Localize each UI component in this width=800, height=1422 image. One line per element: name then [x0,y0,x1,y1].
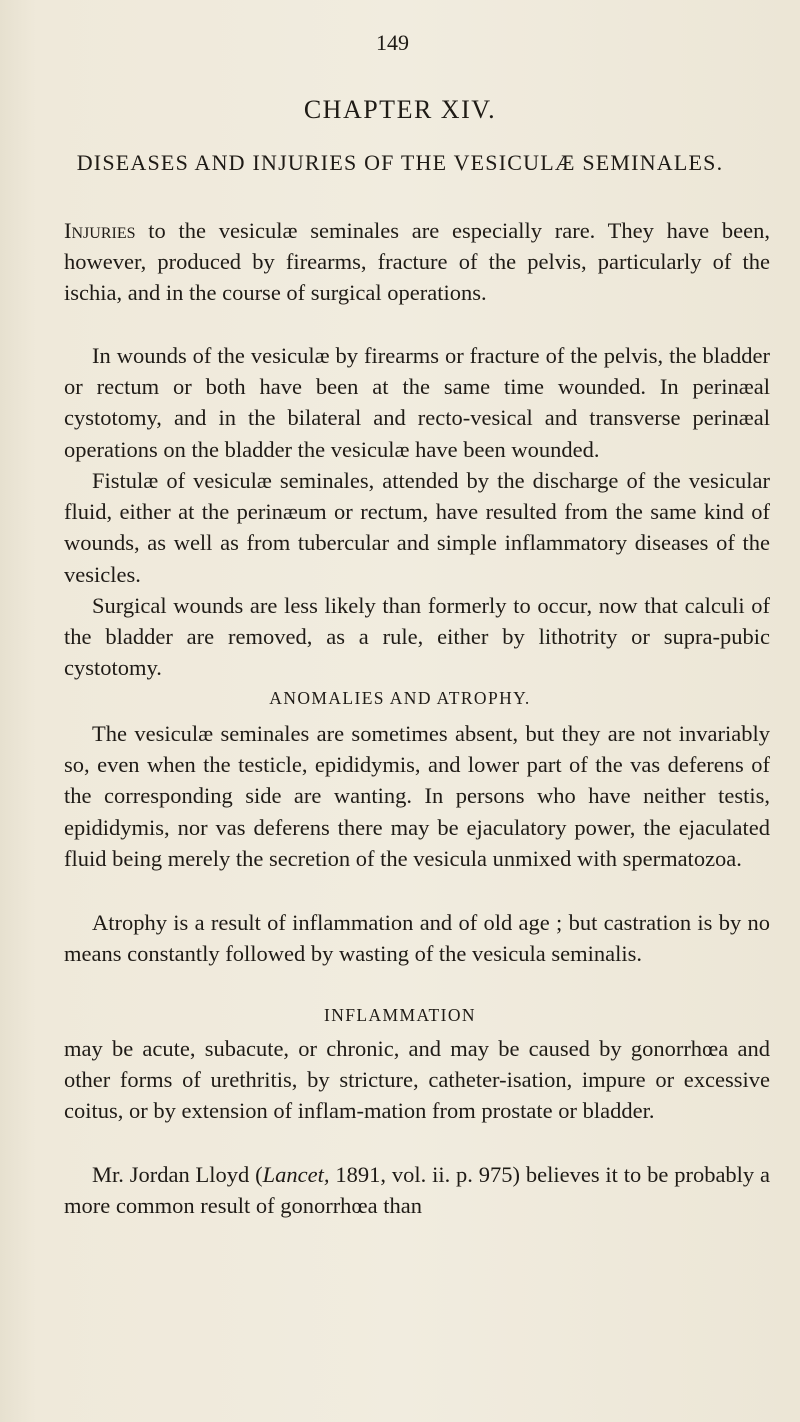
chapter-subtitle: DISEASES AND INJURIES OF THE VESICULÆ SEMINALES. [76,150,724,175]
chapter-title: CHAPTER XIV. [303,95,497,124]
paragraph-text: to the vesiculæ seminales are especially rare. They have been, however, produced by firearms, fracture of the pelvis, particularly of the ischia, and in the course of surgical operations. [64,218,770,306]
section-heading-anomalies: ANOMALIES AND ATROPHY. [269,688,531,708]
section-heading-inflammation: INFLAMMATION [324,1005,476,1025]
paragraph-wounds: In wounds of the vesiculæ by firearms or fracture of the pelvis, the bladder or rectum or both have been at the same time wounded. In perinæal cystotomy, and in the bilateral and recto-vesical and transverse perinæal operations on the bladder the vesiculæ have been wounded. [64,343,770,462]
citation: Lancet, [262,1162,330,1187]
paragraph-injuries [64,215,770,309]
paragraph-anomalies: The vesiculæ seminales are sometimes absent, but they are not invariably so, even when the testicle, epididymis, and lower part of the vas deferens of the corresponding side are wanting. In persons who have neither testis, epididymis, nor vas deferens there may be ejaculatory power, the ejaculated fluid being merely the secretion of the vesicula unmixed with spermatozoa. [64,721,770,871]
page-number: 149 [376,30,409,55]
paragraph-surgical-wounds: Surgical wounds are less likely than formerly to occur, now that calculi of the bladder are removed, as a rule, either by lithotrity or supra-pubic cystotomy. [64,593,770,681]
paragraph-inflammation: may be acute, subacute, or chronic, and may be caused by gonorrhœa and other forms of urethritis, by stricture, catheter-isation, impure or excessive coitus, or by extension of inflam-mation from prostate or bladder. [64,1036,770,1124]
paragraph-text: 1891, vol. ii. p. 975) believes it to be probably a more common result of gonorrhœa than [64,1162,771,1219]
paragraph-jordan-lloyd [64,1159,770,1221]
paragraph-fistulae: Fistulæ of vesiculæ seminales, attended by the discharge of the vesicular fluid, either at the perinæum or rectum, have resulted from the same kind of wounds, as well as from tubercular and simple inflammatory diseases of the vesicles. [64,468,770,587]
lead-word: Injuries [64,218,136,243]
paragraph-text: Mr. Jordan Lloyd ( [92,1162,263,1187]
paragraph-atrophy: Atrophy is a result of inflammation and of old age ; but castration is by no means constantly followed by wasting of the vesicula seminalis. [64,910,770,967]
